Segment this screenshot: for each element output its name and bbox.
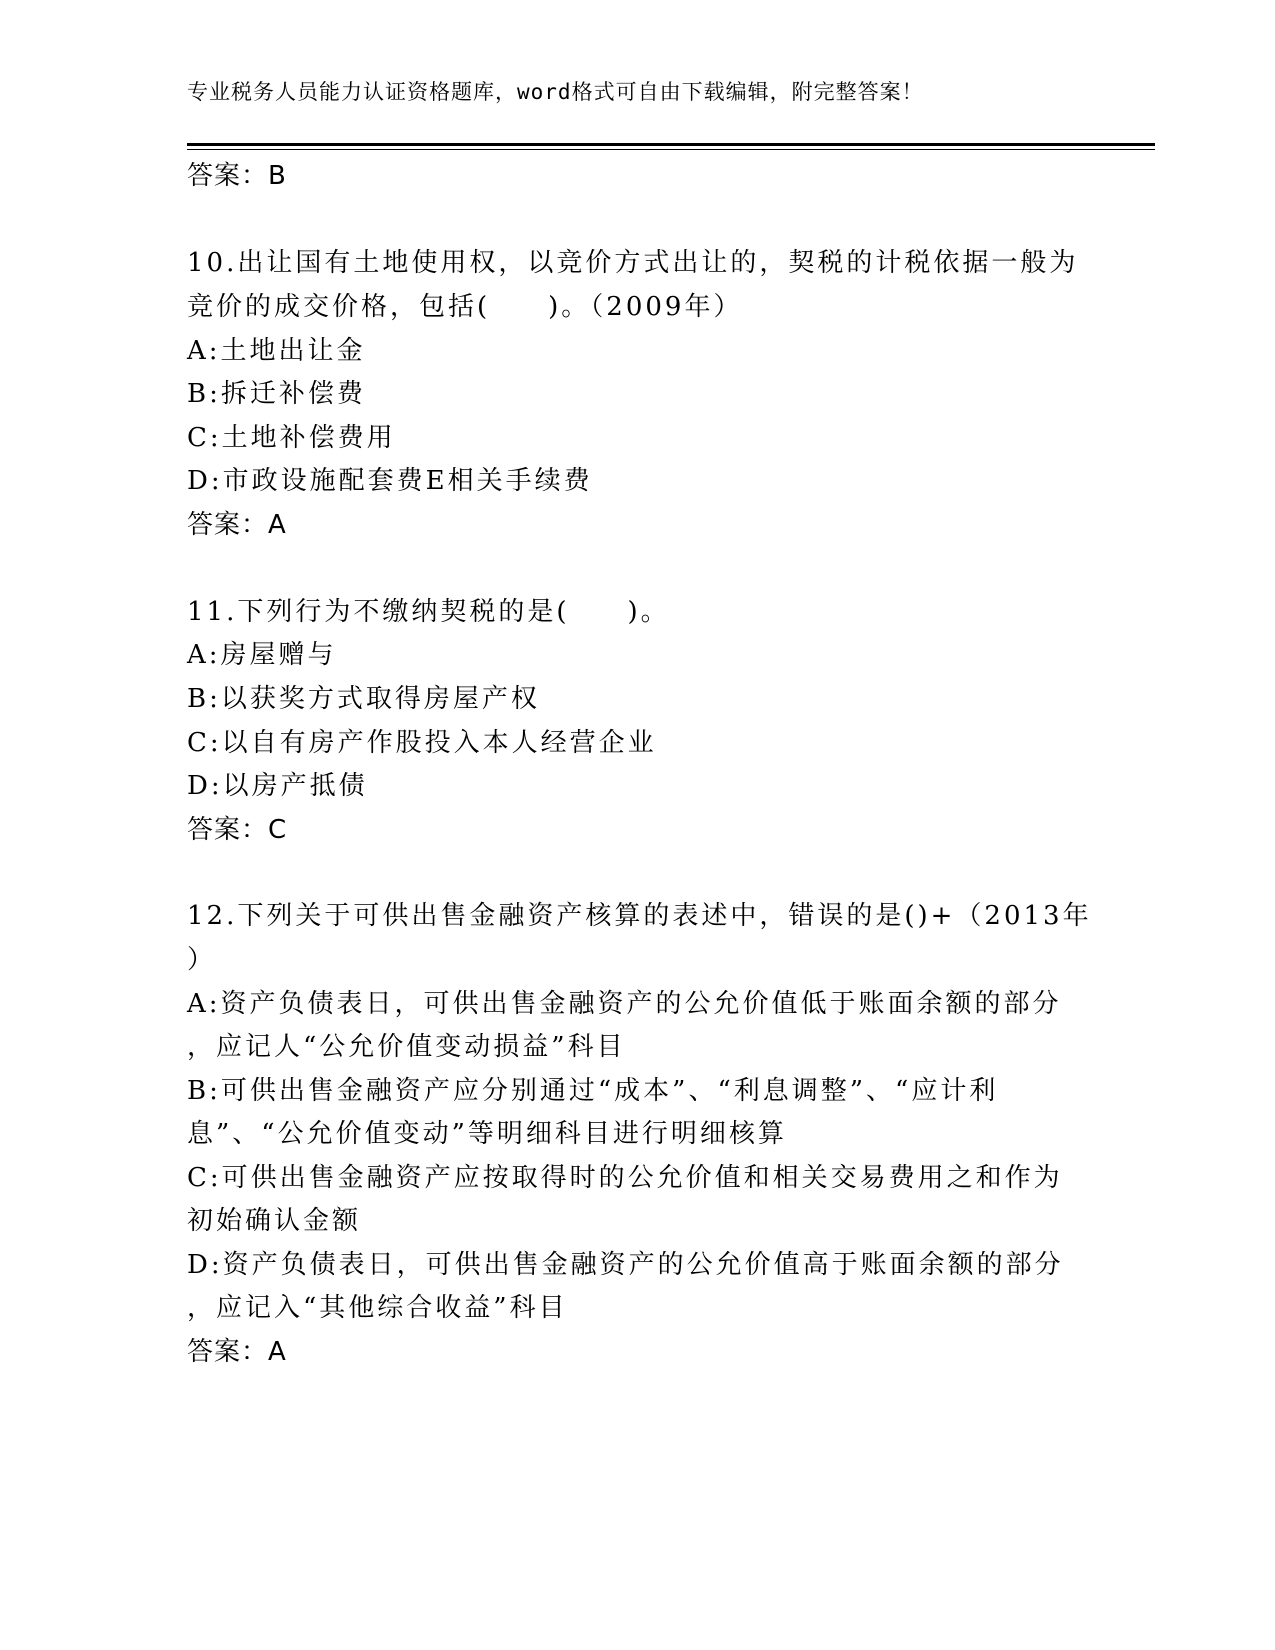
question-10-option-b: B:拆迁补偿费: [187, 379, 366, 409]
header-rule-thick: [187, 143, 1155, 146]
header-rule-thin: [187, 149, 1155, 150]
question-11-option-d: D:以房产抵债: [187, 771, 368, 801]
question-12-stem-line-2: ）: [187, 945, 217, 975]
question-12-option-d-line-1: D:资产负债表日，可供出售金融资产的公允价值高于账面余额的部分: [187, 1250, 1064, 1280]
question-12-option-c-line-2: 初始确认金额: [187, 1206, 362, 1236]
question-11-option-c: C:以自有房产作股投入本人经营企业: [187, 728, 657, 758]
question-11-option-a: A:房屋赠与: [187, 640, 337, 670]
question-12-option-d-line-2: ，应记入“其他综合收益”科目: [187, 1293, 568, 1323]
question-12-option-b-line-1: B:可供出售金融资产应分别通过“成本”、“利息调整”、“应计利: [187, 1076, 999, 1106]
question-11-stem-line-1: 11.下列行为不缴纳契税的是( )。: [187, 597, 670, 627]
question-11-option-b: B:以获奖方式取得房屋产权: [187, 684, 540, 714]
question-10-stem-line-2: 竞价的成交价格，包括( )。（2009年）: [187, 292, 743, 322]
question-10-answer: 答案：A: [187, 510, 287, 540]
question-11-answer: 答案：C: [187, 815, 288, 845]
question-12-option-c-line-1: C:可供出售金融资产应按取得时的公允价值和相关交易费用之和作为: [187, 1163, 1063, 1193]
answer-line: 答案：B: [187, 161, 287, 191]
question-12-option-b-line-2: 息”、“公允价值变动”等明细科目进行明细核算: [187, 1119, 787, 1149]
question-12-option-a-line-1: A:资产负债表日，可供出售金融资产的公允价值低于账面余额的部分: [187, 989, 1062, 1019]
question-12-stem-line-1: 12.下列关于可供出售金融资产核算的表述中，错误的是()+（2013年: [187, 901, 1092, 931]
question-10-stem-line-1: 10.出让国有土地使用权，以竞价方式出让的，契税的计税依据一般为: [187, 248, 1079, 278]
question-12-answer: 答案：A: [187, 1337, 287, 1367]
question-10-option-a: A:土地出让金: [187, 336, 366, 366]
question-10-option-d: D:市政设施配套费E相关手续费: [187, 466, 593, 496]
question-10-option-c: C:土地补偿费用: [187, 423, 396, 453]
question-12-option-a-line-2: ，应记人“公允价值变动损益”科目: [187, 1032, 626, 1062]
page-header: 专业税务人员能力认证资格题库，word格式可自由下载编辑，附完整答案！: [187, 80, 924, 104]
